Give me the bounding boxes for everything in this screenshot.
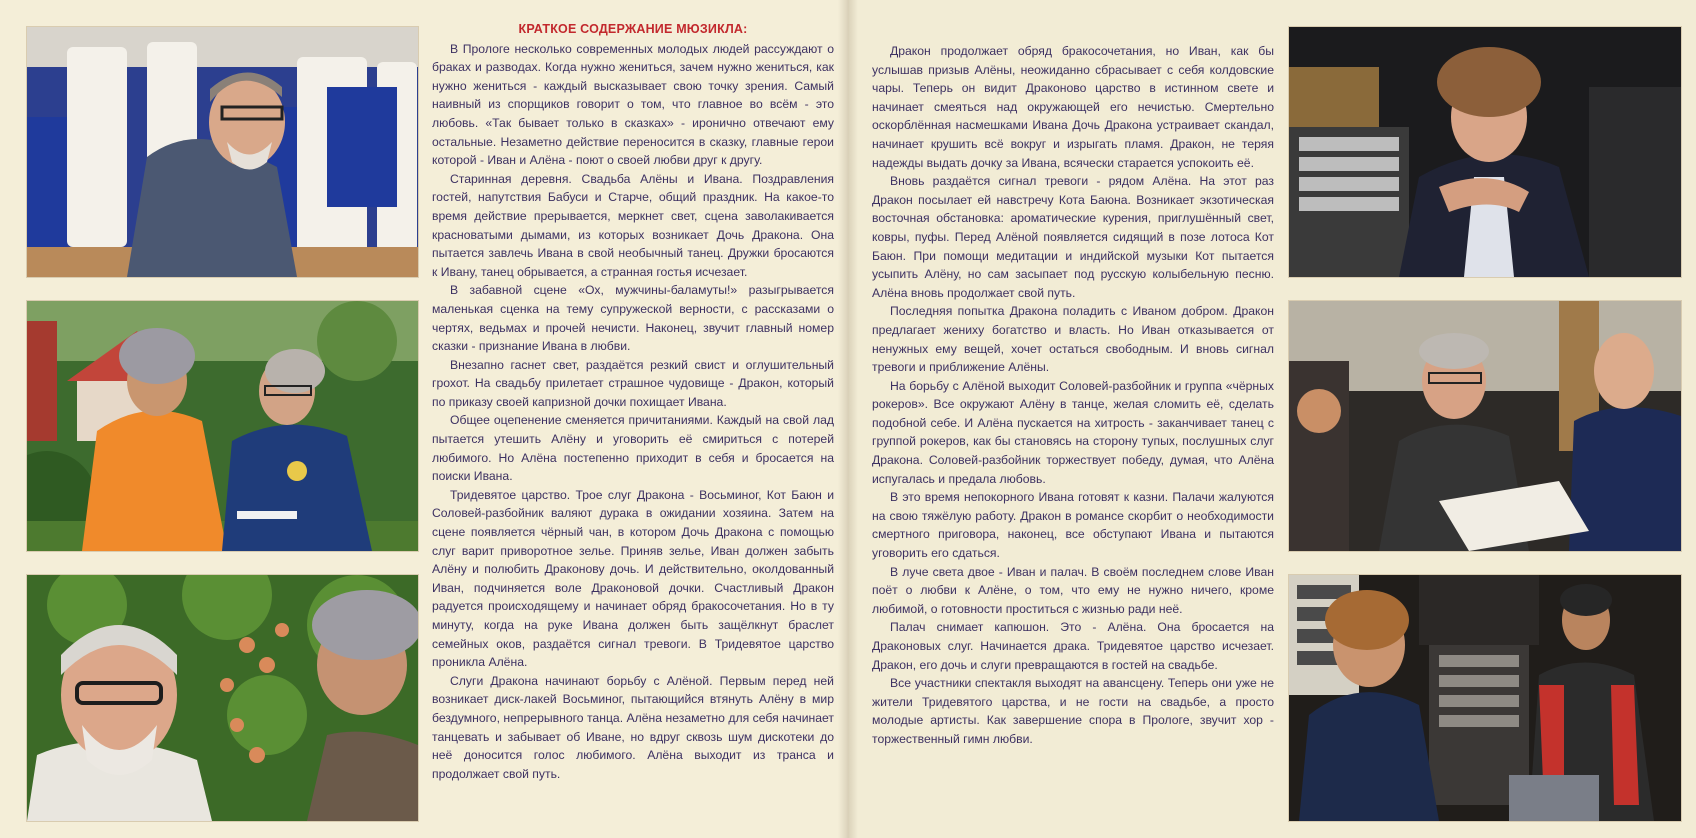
paragraph: В забавной сцене «Ох, мужчины-баламуты!» разыгрывается маленькая сценка на тему супружеской верности, с рассказами о чертях, ведьмах и прочей нечисти. Наконец, звучит главный номер сказки - признание Ивана в любви. bbox=[432, 283, 834, 354]
photo-two-men-under-apple-tree bbox=[26, 574, 419, 822]
paragraph: Старинная деревня. Свадьба Алёны и Ивана. Поздравления гостей, напутствия Бабуси и Старче, общий праздник. На какое-то время действие прерывается, меркнет свет, сцена заволакивается красноватыми дымами, из которых возникает Дочь Дракона. Она пытается завлечь Ивана в свой необычный танец. Дружки бросаются к Ивану, танец обрывается, а странная гостья исчезает. bbox=[432, 171, 834, 279]
photo-men-at-mixing-console bbox=[1288, 574, 1682, 822]
paragraph: Общее оцепенение сменяется причитаниями. Каждый на свой лад пытается утешить Алёну и уговорить её смириться с потерей любимого. Но Алёна постепенно приходит в себя и бросается на поиски Ивана. bbox=[432, 413, 834, 484]
paragraph: Внезапно гаснет свет, раздаётся резкий свист и оглушительный грохот. На свадьбу прилетает страшное чудовище - Дракон, который по приказу своей капризной дочки похищает Ивана. bbox=[432, 357, 834, 409]
paragraph: Вновь раздаётся сигнал тревоги - рядом Алёна. На этот раз Дракон посылает ей навстречу Кота Баюна. Возникает экзотическая восточная обстановка: ароматические курения, приглушённый свет, ковры, пуфы. Перед Алёной появляется сидящий в позе лотоса Кот Баюн. При помощи медитации и индийской музыки Кот пытается усыпить Алёну, но сам засыпает под русскую колыбельную песню. Алёна вновь продолжает свой путь. bbox=[872, 174, 1274, 300]
paragraph: Тридевятое царство. Трое слуг Дракона - Восьминог, Кот Баюн и Соловей-разбойник валяют дурака в ожидании хозяина. Затем на сцене появляется чёрный чан, в котором Дочь Дракона с помощью слуг варит приворотное зелье. Приняв зелье, Иван должен забыть Алёну и полюбить Драконову дочь. И действительно, околдованный Иван, подчиняется воле Драконовой дочки. Счастливый Дракон радуется происходящему и начинает обряд бракосочетания. Но в ту минуту, когда на руке Ивана должен быть защёлкнут браслет семейных оков, раздаётся сигнал тревоги. В Тридевятое царство проникла Алёна. bbox=[432, 487, 834, 670]
paragraph: Все участники спектакля выходят на авансцену. Теперь они уже не жители Тридевятого царства, и не гости на свадьбе, а просто молодые артисты. Как завершение спора в Прологе, звучит хор - торжественный гимн любви. bbox=[872, 676, 1274, 746]
photo-man-in-studio bbox=[1288, 26, 1682, 278]
booklet-spine bbox=[838, 0, 858, 838]
paragraph: На борьбу с Алёной выходит Соловей-разбойник и группа «чёрных рокеров». Все окружают Алёну в танце, желая сломить её, сделать подобной себе. И Алёна пускается на хитрость - заканчивает танец с группой рокеров, как бы становясь на сторону тупых, послушных слуг Дракона. Соловей-разбойник торжествует победу, думая, что Алёна испугалась и предала любовь. bbox=[872, 378, 1274, 486]
paragraph: Последняя попытка Дракона поладить с Иваном добром. Дракон предлагает жениху богатство и власть. Но Иван отказывается от ненужных ему вещей, хочет остаться свободным. И вновь сигнал тревоги и приближение Алёны. bbox=[872, 304, 1274, 375]
photo-two-men-in-garden bbox=[26, 300, 419, 552]
photo-two-men-reviewing-score bbox=[1288, 300, 1682, 552]
paragraph: Дракон продолжает обряд бракосочетания, но Иван, как бы услышав призыв Алёны, неожиданно сбрасывает с себя колдовские чары. Теперь он видит Драконово царство в истинном свете и начинает смеяться над окружающей его нечистью. Смертельно оскорблённая насмешками Ивана Дочь Дракона устраивает скандал, начинает крушить всё вокруг и изрыгать пламя. Дракон, не теряя надежды выдать дочку за Ивана, всячески старается успокоить её. bbox=[872, 44, 1274, 170]
summary-heading: КРАТКОЕ СОДЕРЖАНИЕ МЮЗИКЛА: bbox=[518, 22, 748, 36]
photo-man-in-theater-seats bbox=[26, 26, 419, 278]
right-text-column bbox=[872, 42, 1274, 832]
paragraph: В луче света двое - Иван и палач. В своём последнем слове Иван поёт о любви к Алёне, о том, что ему не нужно ничего, кроме любимой, о готовности проститься с жизнью ради неё. bbox=[872, 564, 1274, 616]
paragraph: Слуги Дракона начинают борьбу с Алёной. Первым перед ней возникает диск-лакей Восьминог, пытающийся втянуть Алёну в мир бездумного, непрерывного танца. Алёна незаметно для себя начинает танцевать и забывает об Иване, но вдруг сквозь шум дискотеки до неё доносится голос любимого. Алёна выходит из транса и продолжает свой путь. bbox=[432, 673, 834, 781]
paragraph: Палач снимает капюшон. Это - Алёна. Она бросается на Драконовых слуг. Начинается драка. Тридевятое царство исчезает. Дракон, его дочь и слуги превращаются в гостей на свадьбе. bbox=[872, 620, 1274, 672]
paragraph: В это время непокорного Ивана готовят к казни. Палачи жалуются на свою тяжёлую работу. Дракон в романсе скорбит о необходимости смертного приговора, наконец, все обступают Ивана и пытаются уговорить его сдаться. bbox=[872, 490, 1274, 561]
left-text-column bbox=[432, 20, 834, 832]
paragraph: В Прологе несколько современных молодых людей рассуждают о браках и разводах. Когда нужно жениться, зачем нужно жениться, как нужно жениться - каждый высказывает свою точку зрения. Самый наивный из спорщиков говорит о том, что главное во всём - это любовь. «Так бывает только в сказках» - иронично отвечают ему остальные. Незаметно действие переносится в сказку, главные герои которой - Иван и Алёна - поют о своей любви друг к другу. bbox=[432, 41, 834, 168]
